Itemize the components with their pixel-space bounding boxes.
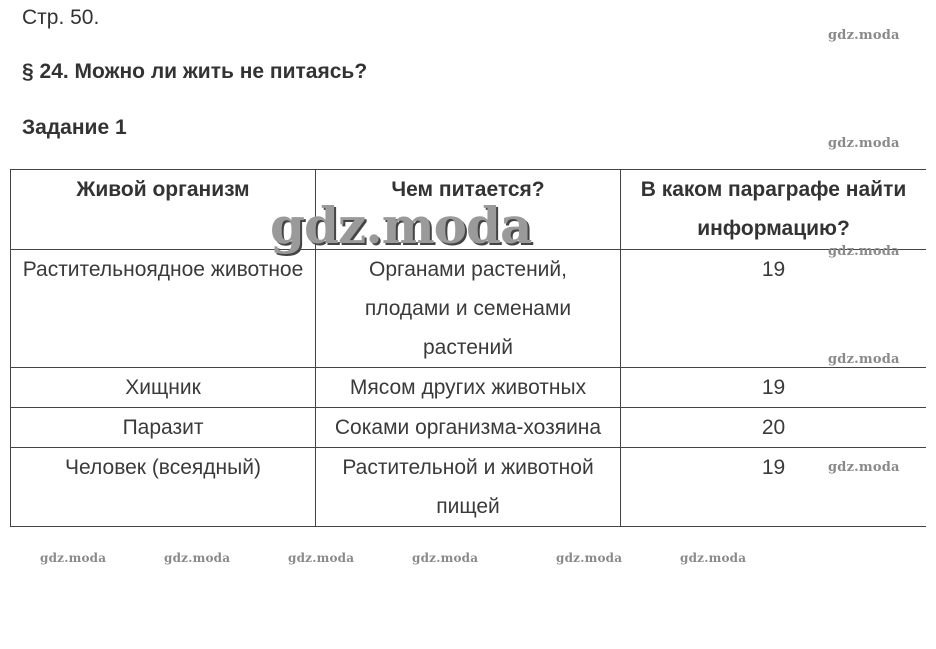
table-row bbox=[11, 448, 927, 527]
cell-paragraph: 19 bbox=[621, 368, 927, 408]
watermark-small: gdz.moda bbox=[556, 551, 623, 565]
watermark-small: gdz.moda bbox=[40, 551, 107, 565]
cell-organism: Паразит bbox=[11, 408, 316, 448]
cell-paragraph: 19 bbox=[621, 250, 927, 368]
watermark-small: gdz.moda bbox=[828, 244, 900, 259]
table-row bbox=[11, 408, 927, 448]
cell-food: Мясом других животных bbox=[316, 368, 621, 408]
task-title: Задание 1 bbox=[22, 116, 127, 139]
cell-organism: Растительноядное животное bbox=[11, 250, 316, 368]
watermark-small: gdz.moda bbox=[828, 460, 900, 475]
watermark-small: gdz.moda bbox=[828, 352, 900, 367]
cell-food: Соками организма-хозяина bbox=[316, 408, 621, 448]
header-food: Чем питается? bbox=[316, 170, 621, 250]
table-row bbox=[11, 250, 927, 368]
section-title: § 24. Можно ли жить не питаясь? bbox=[22, 60, 368, 83]
cell-food: Органами растений, плодами и семенами растений bbox=[316, 250, 621, 368]
page-label: Стр. 50. bbox=[22, 6, 100, 29]
header-organism: Живой организм bbox=[11, 170, 316, 250]
watermark-small: gdz.moda bbox=[164, 551, 231, 565]
cell-organism: Человек (всеядный) bbox=[11, 448, 316, 527]
watermark-small: gdz.moda bbox=[828, 136, 900, 151]
watermark-small: gdz.moda bbox=[412, 551, 479, 565]
table-row bbox=[11, 368, 927, 408]
cell-paragraph: 19 bbox=[621, 448, 927, 527]
cell-food: Растительной и животной пищей bbox=[316, 448, 621, 527]
watermark-small: gdz.moda bbox=[288, 551, 355, 565]
cell-organism: Хищник bbox=[11, 368, 316, 408]
cell-paragraph: 20 bbox=[621, 408, 927, 448]
watermark-small: gdz.moda bbox=[680, 551, 747, 565]
watermark-large: gdz.moda bbox=[270, 196, 532, 255]
watermark-small: gdz.moda bbox=[828, 28, 900, 43]
header-paragraph: В каком параграфе найти информацию? bbox=[621, 170, 927, 250]
